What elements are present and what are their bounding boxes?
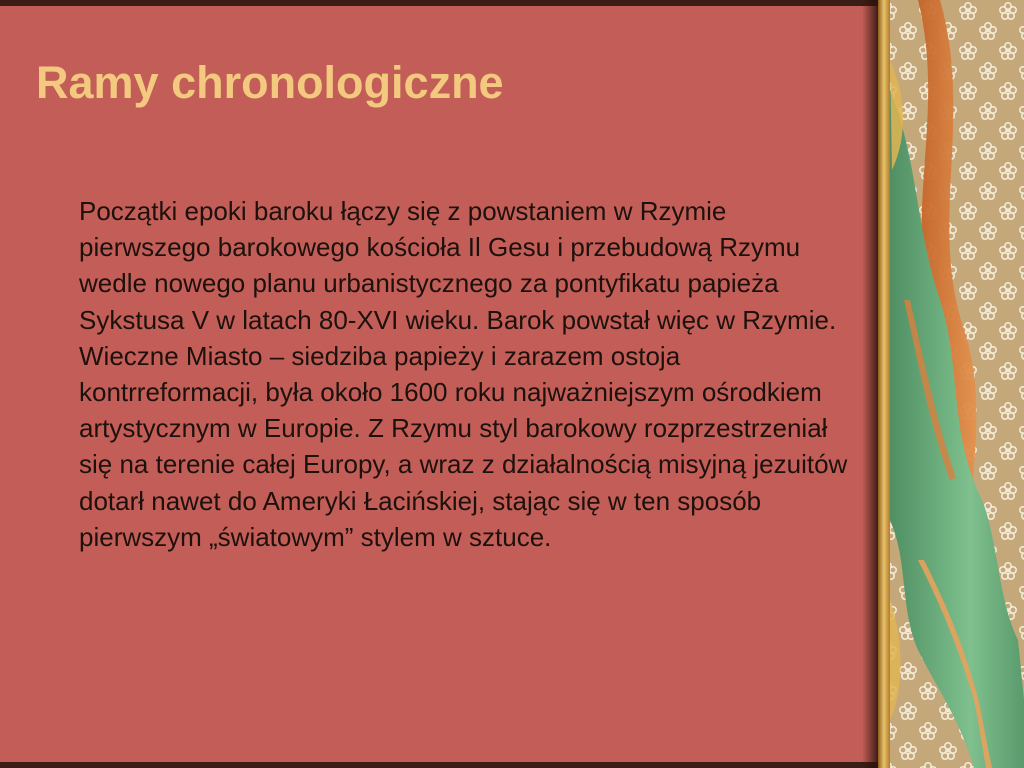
top-border — [0, 0, 880, 6]
floral-pattern-icon — [878, 0, 1024, 768]
slide-body-text: Początki epoki baroku łączy się z powstaniem w Rzymie pierwszego barokowego kościoła Il Gesu i przebudową Rzymu wedle nowego planu urbanistycznego za pontyfikatu papieża Sykstusa V w latach 80-XVI wieku. Barok powstał więc w Rzymie. Wieczne Miasto – siedziba papieży i zarazem ostoja kontrreformacji, była około 1600 roku najważniejszym ośrodkiem artystycznym w Europie. Z Rzymu styl barokowy rozprzestrzeniał się na terenie całej Europy, a wraz z działalnością misyjną jezuitów dotarł nawet do Ameryki Łacińskiej, stając się w ten sposób pierwszym „światowym” stylem w sztuce. — [79, 196, 848, 552]
bottom-border — [0, 762, 880, 768]
slide-title: Ramy chronologiczne — [36, 57, 504, 108]
